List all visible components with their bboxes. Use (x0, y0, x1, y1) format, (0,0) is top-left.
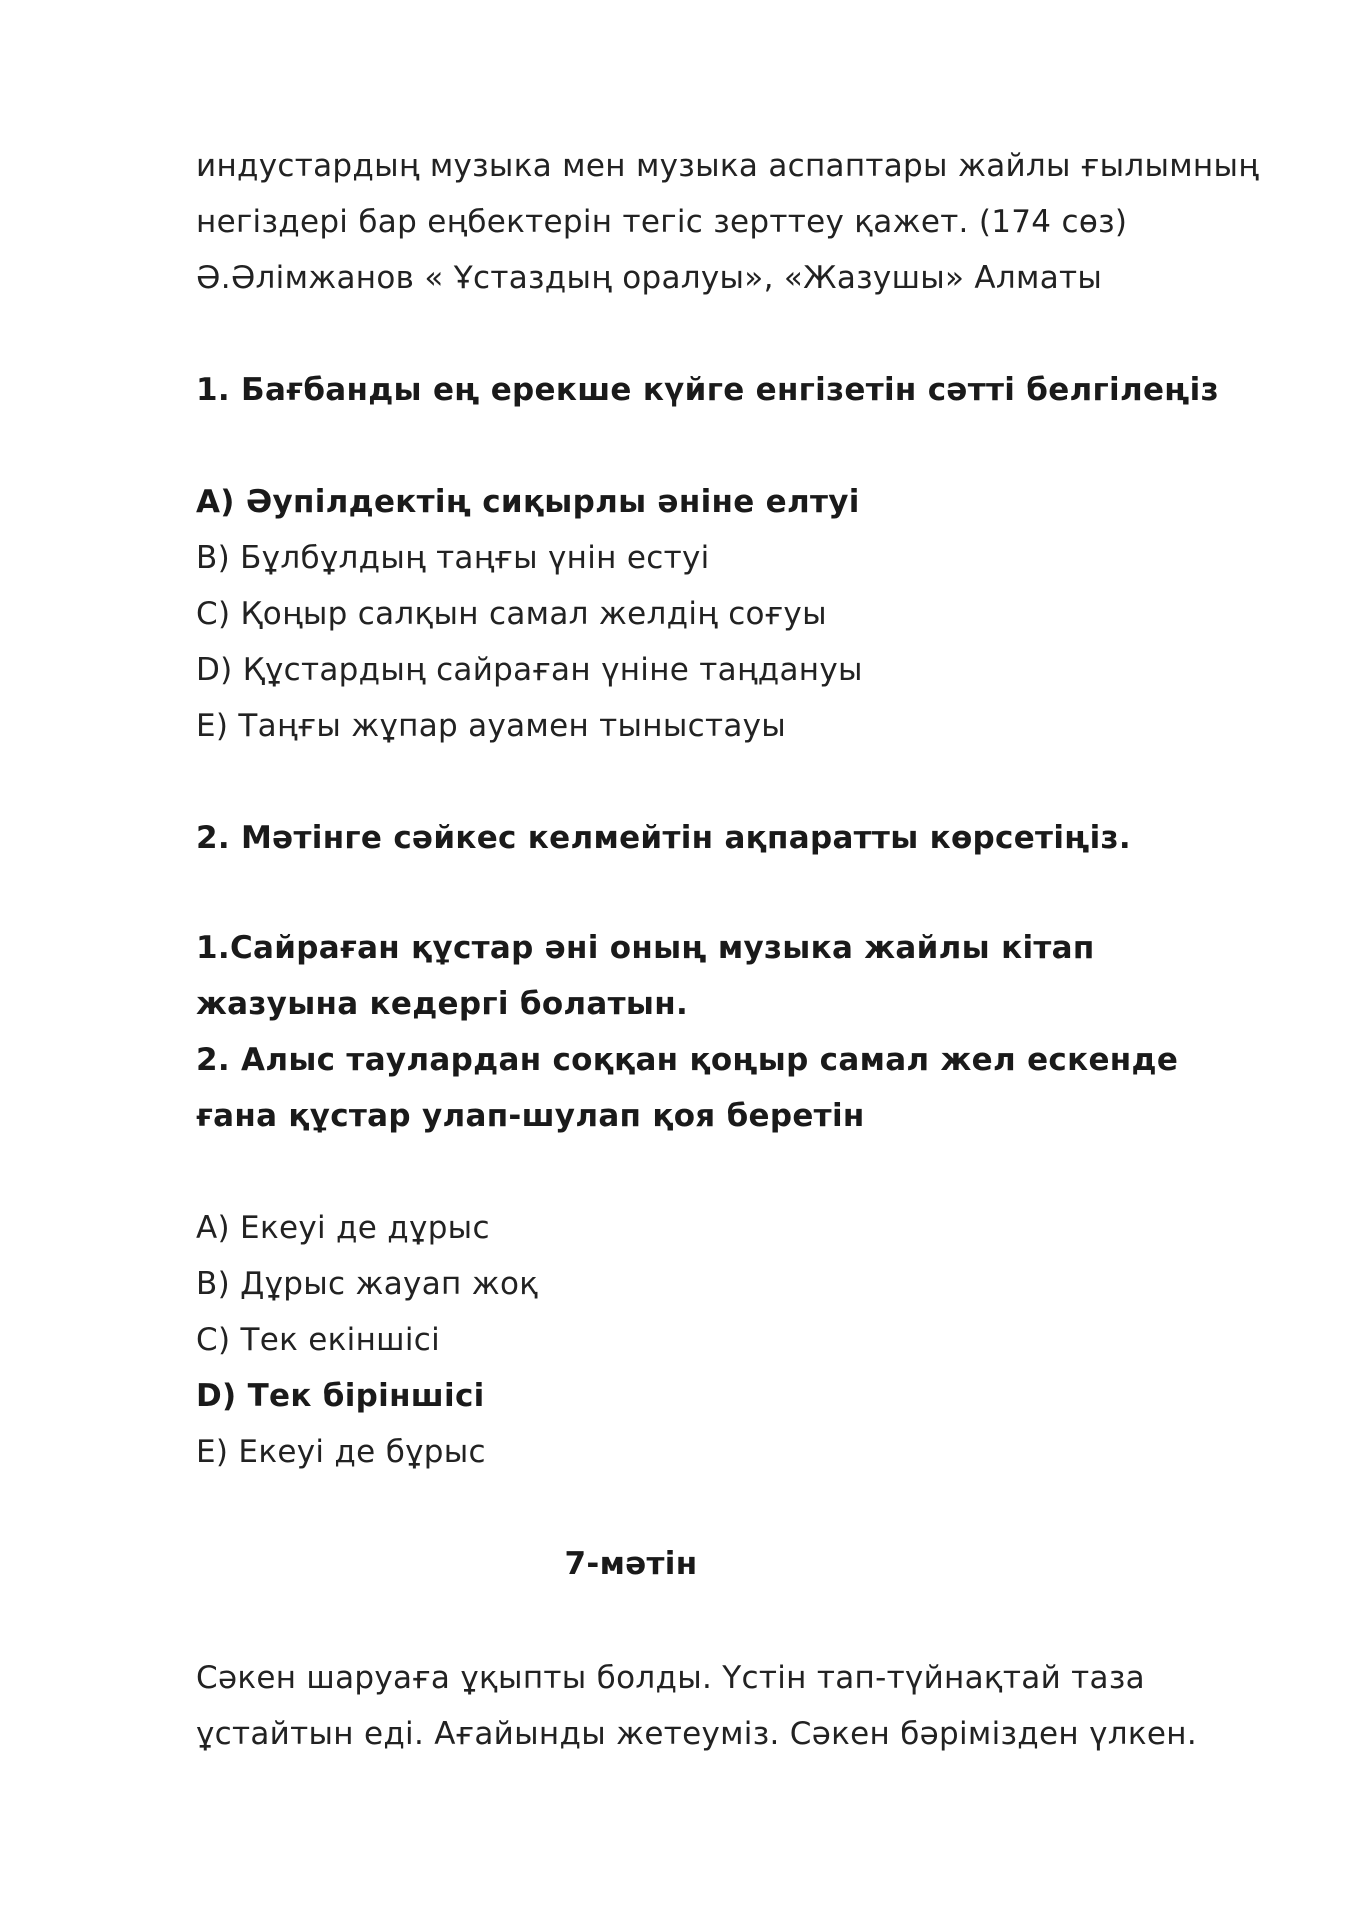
question-2-option-c: C) Тек екіншісі (196, 1322, 440, 1358)
question-2-statement: 2. Алыс таулардан соққан қоңыр самал жел ескенде (196, 1042, 1179, 1078)
question-2-statement: 1.Сайраған құстар әні оның музыка жайлы кітап (196, 930, 1095, 966)
intro-line: индустардың музыка мен музыка аспаптары жайлы ғылымның (196, 148, 1260, 184)
question-2 (196, 810, 1276, 1480)
question-1-option-a-correct: A) Әупілдектің сиқырлы әніне елтуі (196, 484, 860, 520)
question-2-option-b: B) Дұрыс жауап жоқ (196, 1266, 539, 1302)
text-7 (196, 1536, 1276, 1762)
question-2-statement: жазуына кедергі болатын. (196, 986, 689, 1022)
intro-paragraph (196, 138, 1276, 306)
question-2-statement: ғана құстар улап-шулап қоя беретін (196, 1098, 865, 1134)
text-7-heading: 7-мәтін (564, 1546, 698, 1582)
question-1 (196, 362, 1276, 754)
question-2-option-e: E) Екеуі де бұрыс (196, 1434, 486, 1470)
question-1-option-e: E) Таңғы жұпар ауамен тыныстауы (196, 708, 787, 744)
question-1-option-c: C) Қоңыр салқын самал желдің соғуы (196, 596, 827, 632)
document-page (196, 138, 1276, 1762)
source-citation: Ә.Әлімжанов « Ұстаздың оралуы», «Жазушы» Алматы (196, 260, 1103, 296)
question-2-title: 2. Мәтінге сәйкес келмейтін ақпаратты көрсетіңіз. (196, 820, 1131, 856)
text-7-line: Сәкен шаруаға ұқыпты болды. Үстін тап-түйнақтай таза (196, 1660, 1145, 1696)
text-7-line: ұстайтын еді. Ағайынды жетеуміз. Сәкен бәрімізден үлкен. (196, 1716, 1198, 1752)
question-1-option-b: B) Бұлбұлдың таңғы үнін естуі (196, 540, 710, 576)
question-1-title: 1. Бағбанды ең ерекше күйге енгізетін сәтті белгілеңіз (196, 372, 1219, 408)
intro-line: негіздері бар еңбектерін тегіс зерттеу қажет. (174 сөз) (196, 204, 1128, 240)
question-2-option-a: A) Екеуі де дұрыс (196, 1210, 490, 1246)
question-2-option-d-correct: D) Тек біріншісі (196, 1378, 485, 1414)
question-1-option-d: D) Құстардың сайраған үніне таңдануы (196, 652, 863, 688)
